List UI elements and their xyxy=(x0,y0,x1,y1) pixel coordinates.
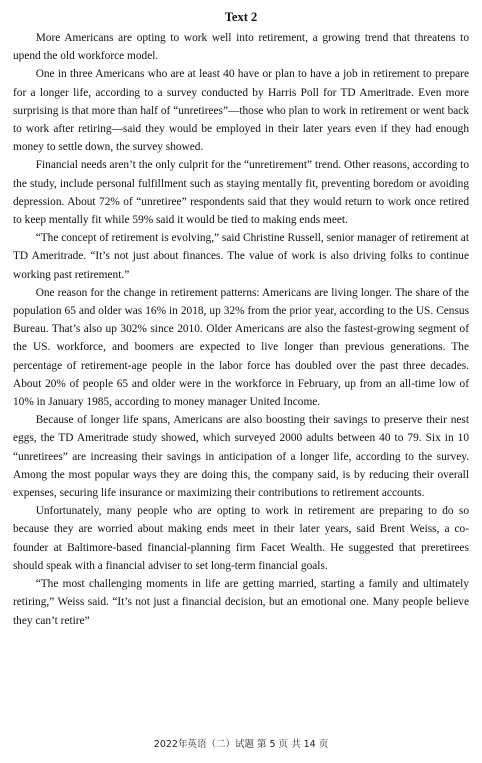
document-page xyxy=(13,10,469,630)
paragraph: “The most challenging moments in life are getting married, starting a family and ultimately retiring,” Weiss said. “It’s not just a financial decision, but an emotional one. Many people believe they can’t retire” xyxy=(13,578,469,627)
paragraph: One reason for the change in retirement patterns: Americans are living longer. The share of the population 65 and older was 16% in 2018, up 32% from the prior year, according to the US. Census Bureau. That’s also up 302% since 2010. Older Americans are also the fastest-growing segment of the US. workforce, and boomers are expected to live longer than previous generations. The percentage of retirement-age people in the labor force has doubled over the past three decades. About 20% of people 65 and older were in the workforce in February, up from an all-time low of 10% in January 1985, according to money manager United Income. xyxy=(13,286,469,409)
paragraph: More Americans are opting to work well into retirement, a growing trend that threatens to upend the old workforce model. xyxy=(13,32,469,63)
paragraph: Unfortunately, many people who are opting to work in retirement are preparing to do so because they are worried about making ends meet in their later years, said Brent Weiss, a co-founder at Baltimore-based financial-planning firm Facet Wealth. He suggested that preretirees should speak with a financial adviser to set long-term financial goals. xyxy=(13,505,469,572)
paragraph: “The concept of retirement is evolving,” said Christine Russell, senior manager of retirement at TD Ameritrade. “It’s not just about finances. The value of work is also driving folks to continue working past retirement.” xyxy=(13,232,469,281)
paragraph: One in three Americans who are at least 40 have or plan to have a job in retirement to prepare for a longer life, according to a survey conducted by Harris Poll for TD Ameritrade. Even more surprising is that more than half of “unretirees”—those who plan to work in retirement or went back to work after retiring—said they would be employed in their later years even if they had enough money to settle down, the survey showed. xyxy=(13,68,469,154)
paragraph: Financial needs aren’t the only culprit for the “unretirement” trend. Other reasons, according to the study, include personal fulfillment such as staying mentally fit, preventing boredom or avoiding depression. About 72% of “unretiree” respondents said that they would return to work once retired to keep mentally fit while 59% said it would be tied to making ends meet. xyxy=(13,159,469,227)
paragraph: Because of longer life spans, Americans are also boosting their savings to preserve their nest eggs, the TD Ameritrade study showed, which surveyed 2000 adults between 40 to 79. Six in 10 “unretirees” are increasing their savings in anticipation of a longer life, according to the survey. Among the most popular ways they are doing this, the company said, is by reducing their overall expenses, securing life insurance or maximizing their contributions to retirement accounts. xyxy=(13,414,469,500)
page-footer: 2022年英语（二）试题 第 5 页 共 14 页 xyxy=(153,739,329,750)
document-title: Text 2 xyxy=(224,10,258,24)
